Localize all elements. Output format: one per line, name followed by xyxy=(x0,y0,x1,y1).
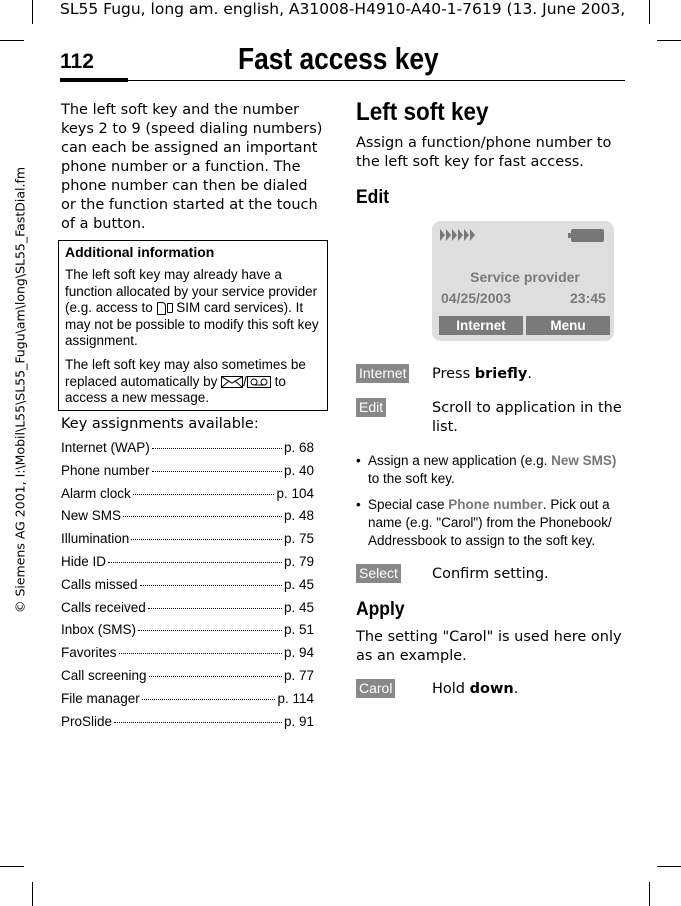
bullet-highlight: Phone number xyxy=(448,497,543,512)
toc-entry-label: Illumination xyxy=(61,531,130,547)
toc-entry-page: p. 104 xyxy=(276,485,314,501)
info-text: SIM card services). It may not be possible to modify this soft key assignment. xyxy=(65,300,319,348)
toc-entry[interactable] xyxy=(61,463,314,483)
toc-entry-label: Hide ID xyxy=(61,554,107,569)
toc-entry-label: New SMS xyxy=(61,508,122,524)
toc-entry-label: File manager xyxy=(61,690,140,706)
bullet-text: to the soft key. xyxy=(368,471,455,486)
left-soft-key[interactable]: Internet xyxy=(439,316,523,335)
toc-entry-label: Internet (WAP) xyxy=(61,440,150,455)
sim-card-icon xyxy=(157,302,166,315)
bullet-dot: • xyxy=(356,453,361,468)
step-text: . xyxy=(527,366,532,382)
crop-mark xyxy=(0,866,24,867)
side-file-path: © Siemens AG 2001, I:\Mobil\L55\SL55_Fugu\am\long\SL55_FastDial.fm xyxy=(12,166,28,614)
toc-entry[interactable] xyxy=(61,554,314,574)
signal-strength-icon xyxy=(440,229,478,241)
info-text: to access a new message. xyxy=(65,373,286,405)
toc-entry-page: p. 94 xyxy=(283,645,314,661)
display-time: 23:45 xyxy=(570,290,606,306)
carol-key[interactable]: Carol xyxy=(356,679,395,698)
internet-key[interactable]: Internet xyxy=(356,364,409,383)
toc-entry[interactable] xyxy=(61,508,314,528)
toc-entry[interactable] xyxy=(61,486,314,506)
toc-entry[interactable] xyxy=(61,691,314,711)
toc-leader-dots xyxy=(108,562,282,563)
bullet-item xyxy=(356,452,621,488)
section-intro: Assign a function/phone number to the left soft key for fast access. xyxy=(356,135,612,170)
step-internet-description xyxy=(432,365,532,384)
step-select-description: Confirm setting. xyxy=(432,566,549,582)
toc-entry-page: p. 51 xyxy=(283,622,314,638)
title-rule xyxy=(128,80,625,81)
toc-entry-label: Alarm clock xyxy=(61,485,131,501)
crop-mark xyxy=(657,40,681,41)
toc-entry[interactable] xyxy=(61,622,314,642)
section-heading: Left soft key xyxy=(356,98,489,126)
toc-leader-dots xyxy=(123,516,282,517)
envelope-icon xyxy=(221,376,243,388)
toc-entry-label: ProSlide xyxy=(61,713,113,729)
info-text: The left soft key may also sometimes be replaced automatically by xyxy=(65,357,306,389)
step-text: . xyxy=(513,681,519,697)
toc-entry-page: p. 79 xyxy=(283,554,314,569)
toc-leader-dots xyxy=(140,585,282,586)
toc-entry[interactable] xyxy=(61,668,314,688)
service-provider: Service provider xyxy=(470,269,580,285)
step-text: Hold xyxy=(432,681,470,697)
battery-icon xyxy=(571,229,604,242)
right-soft-key[interactable]: Menu xyxy=(526,316,610,335)
info-text: The left soft key may already have a function allocated by your service provider (e.g. access to xyxy=(65,267,318,315)
phone-display xyxy=(432,221,614,341)
toc-entry[interactable] xyxy=(61,714,314,734)
toc-leader-dots xyxy=(152,448,282,449)
intro-paragraph: The left soft key and the number keys 2 to 9 (speed dialing numbers) can each be assigned an important phone number or a function. The phone number can then be dialed or the function started at the touch of a button. xyxy=(61,102,323,232)
running-header: SL55 Fugu, long am. english, A31008-H4910-A40-1-7619 (13. June 2003, xyxy=(60,0,626,18)
battery-tip xyxy=(568,233,571,238)
toc-entry-page: p. 45 xyxy=(283,599,314,615)
toc-leader-dots xyxy=(131,539,282,540)
toc-leader-dots xyxy=(133,494,275,495)
display-date: 04/25/2003 xyxy=(441,290,512,306)
page-number: 112 xyxy=(60,50,94,73)
toc-entry[interactable] xyxy=(61,645,314,665)
toc-entry-label: Inbox (SMS) xyxy=(61,622,137,638)
toc-entry-page: p. 75 xyxy=(283,531,314,547)
info-box-title: Additional information xyxy=(65,244,215,260)
crop-mark xyxy=(32,882,33,906)
apply-heading: Apply xyxy=(356,599,405,620)
key-assignments-label: Key assignments available: xyxy=(61,416,259,432)
bullet-text: Special case xyxy=(368,497,449,512)
edit-heading: Edit xyxy=(356,187,390,208)
toc-entry-label: Call screening xyxy=(61,668,147,683)
toc-leader-dots xyxy=(142,699,276,700)
toc-entry[interactable] xyxy=(61,600,314,620)
bullet-text: Assign a new application (e.g. xyxy=(368,453,552,468)
toc-entry-page: p. 68 xyxy=(283,440,314,455)
info-box xyxy=(58,240,328,411)
toc-entry-page: p. 91 xyxy=(283,713,314,729)
bullet-highlight: New SMS) xyxy=(551,453,617,468)
toc-leader-dots xyxy=(152,471,282,472)
info-paragraph-1 xyxy=(65,267,323,350)
toc-entry-page: p. 48 xyxy=(283,508,314,524)
toc-entry[interactable] xyxy=(61,531,314,551)
step-edit-description: Scroll to application in the list. xyxy=(432,400,622,435)
crop-mark xyxy=(649,882,650,906)
step-text: Press xyxy=(432,366,475,382)
toc-entry-label: Calls missed xyxy=(61,576,138,592)
step-carol-description xyxy=(432,680,518,699)
toc-entry-page: p. 40 xyxy=(283,462,314,478)
toc-entry-label: Calls received xyxy=(61,599,146,615)
toc-entry[interactable] xyxy=(61,440,314,460)
toc-leader-dots xyxy=(114,722,282,723)
crop-mark xyxy=(649,0,650,24)
toc-leader-dots xyxy=(119,653,282,654)
toc-leader-dots xyxy=(148,608,282,609)
voicemail-icon xyxy=(247,376,271,388)
toc-leader-dots xyxy=(138,630,282,631)
select-key[interactable]: Select xyxy=(356,564,401,583)
step-emphasis: down xyxy=(469,681,514,697)
edit-key[interactable]: Edit xyxy=(356,398,386,417)
crop-mark xyxy=(0,40,24,41)
bullet-item xyxy=(356,496,621,550)
crop-mark xyxy=(657,866,681,867)
bullet-dot: • xyxy=(356,497,361,512)
toc-entry-label: Phone number xyxy=(61,462,150,478)
crop-mark xyxy=(32,0,33,24)
info-paragraph-2 xyxy=(65,357,323,407)
toc-entry-page: p. 77 xyxy=(283,668,314,683)
title-rule-thick xyxy=(60,78,128,82)
apply-text: The setting "Carol" is used here only as an example. xyxy=(356,629,622,664)
toc-entry-label: Favorites xyxy=(61,645,117,661)
info-text: / xyxy=(243,373,247,389)
bullet-text: . Pick out a name (e.g. "Carol") from the Phonebook/ Addressbook to assign to the soft key. xyxy=(368,497,612,548)
toc-entry-page: p. 114 xyxy=(277,690,314,706)
toc-entry[interactable] xyxy=(61,577,314,597)
toc-entry-page: p. 45 xyxy=(283,576,314,592)
page-title: Fast access key xyxy=(238,41,439,76)
step-emphasis: briefly xyxy=(474,366,528,382)
toc-leader-dots xyxy=(149,676,282,677)
